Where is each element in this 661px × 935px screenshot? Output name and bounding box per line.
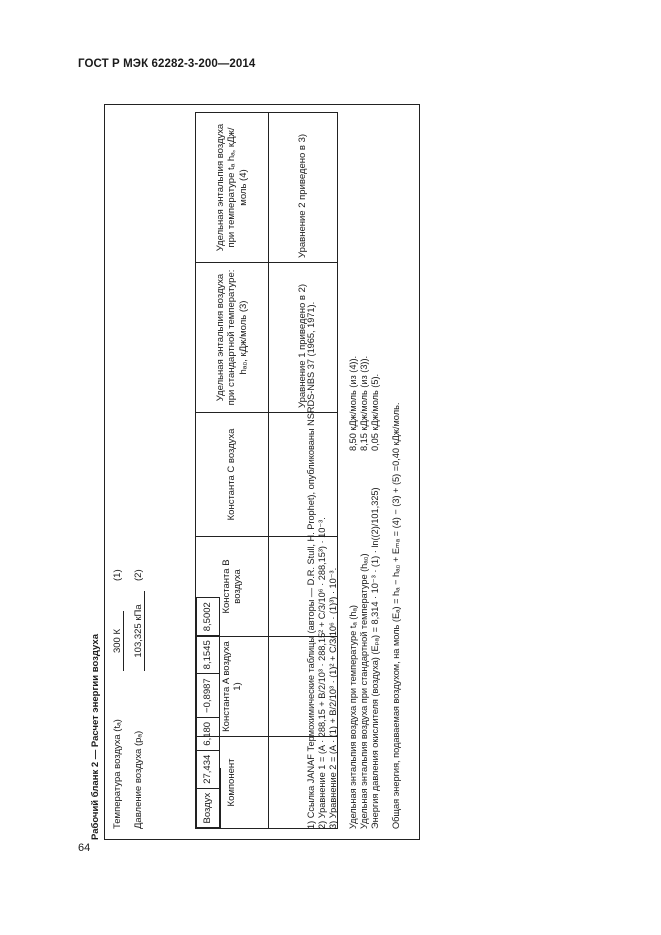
document-header: ГОСТ Р МЭК 62282-3-200—2014: [78, 58, 256, 70]
enthalpy-line: [370, 113, 381, 829]
temperature-ref: (1): [112, 569, 123, 581]
notes-section: [306, 113, 402, 829]
page-number: 64: [78, 842, 91, 854]
worksheet-title: Рабочий бланк 2 — Расчет энергии воздуха: [90, 634, 101, 840]
table-cell: 8,5002: [196, 598, 219, 636]
table-cell: Уравнение 1 приведено в 2): [269, 263, 338, 413]
enthalpy-label: Удельная энтальпия воздуха при стандартной температуре (hₐ₀): [359, 553, 369, 829]
footnote: 2) Уравнение 1 = (A · 288,15 + B/2/10³ · 288,15² + C/3/10⁶ · 288,15³) · 10⁻³.: [317, 517, 327, 829]
table-cell: 27,434: [196, 750, 219, 788]
table-cell: Уравнение 2 приведено в 3): [269, 113, 338, 263]
table-row: [196, 769, 221, 829]
table-cell: 6,180: [196, 717, 219, 750]
header-component: Компонент: [196, 737, 269, 829]
enthalpy-line: [348, 113, 359, 829]
header-constant-a: Константа A воздуха 1): [196, 637, 269, 737]
pressure-value: 103,325 кПа: [133, 591, 145, 671]
table-cell: −0,8987: [196, 674, 219, 718]
enthalpy-label: Удельная энтальпия воздуха при температуре tₐ (hₐ): [348, 605, 358, 829]
total-energy-line: Общая энергия, подаваемая воздухом, на моль (Eₐ) = hₐ − hₐ₀ + Eₘₐ = (4) − (3) + (5) =0,40 кДж/моль.: [391, 402, 401, 829]
rotated-content-area: [90, 100, 422, 860]
temperature-value: 300 К: [112, 611, 124, 671]
enthalpy-results: [348, 113, 381, 829]
footnote: 1) Ссылка JANAF Термохимические таблицы (авторы — D.R. Stull, H. Prophet), опубликованы NSRDS-NBS 37 (1965, 1971).: [306, 301, 316, 829]
footnote: 3) Уравнение 2 = (A · (1) + B/2/10³ · (1)² + C/3/10⁶ · (1)³) · 10⁻³.: [328, 567, 338, 829]
worksheet-frame: [104, 104, 420, 840]
header-constant-c: Константа C воздуха: [196, 413, 269, 537]
enthalpy-value: 0,05 кДж/моль (5).: [370, 373, 380, 451]
pressure-row: [133, 569, 144, 829]
pressure-label: Давление воздуха (pₐ): [133, 730, 144, 829]
enthalpy-line: [359, 113, 370, 829]
header-enthalpy-standard: Удельная энтальпия воздуха при стандартной температуре: hₐ₀, кДж/моль (3): [196, 263, 269, 413]
pressure-ref: (2): [133, 569, 144, 581]
enthalpy-label: Энергия давления окислителя (воздуха) (Eₚₐ) = 8,314 · 10⁻³ · (1) · ln((2)/101,325): [370, 487, 380, 829]
header-enthalpy-temperature: Удельная энтальпия воздуха при температуре tₐ hₐ, кДж/моль (4): [196, 113, 269, 263]
temperature-row: [112, 569, 123, 829]
temperature-label: Температура воздуха (tₐ): [112, 719, 123, 829]
table-cell: 8,1545: [196, 636, 219, 674]
header-constant-b: Константа B воздуха: [196, 537, 269, 637]
enthalpy-value: 8,15 кДж/моль (из (3)).: [359, 355, 369, 451]
table-cell: Воздух: [196, 788, 219, 828]
enthalpy-value: 8,50 кДж/моль (из (4)).: [348, 355, 358, 451]
worksheet-block: [90, 100, 422, 840]
